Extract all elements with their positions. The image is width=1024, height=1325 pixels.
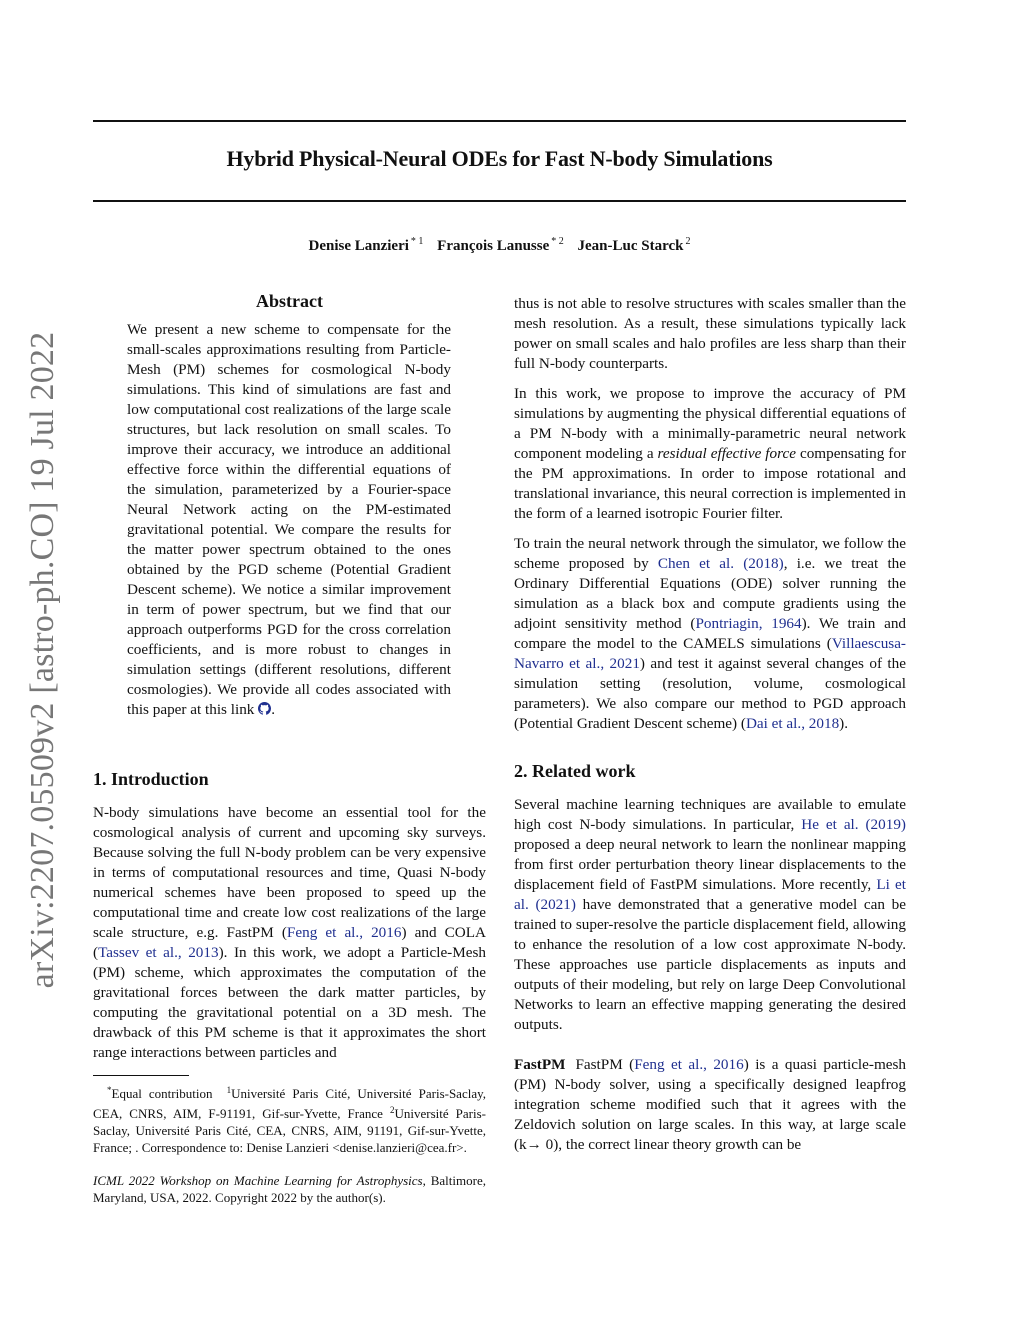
- citation-link[interactable]: Pontriagin, 1964: [695, 615, 802, 632]
- body-text: compensating for the PM approximations. In order to impose rotational and translational invariance, this neural correction is implemented in the form of a learned isotropic Fourier filter.: [514, 445, 906, 522]
- author-name: Jean-Luc Starck: [577, 238, 684, 254]
- section-heading-introduction: 1. Introduction: [93, 769, 209, 789]
- body-text: N-body simulations have become an essential tool for the cosmological analysis of current and upcoming sky surveys. Because solving the full N-body problem can be very expensive in terms of computational resources and time, Quasi N-body numerical schemes have been proposed to speed up the computational time and create low cost realizations of the large scale structure, e.g. FastPM (: [93, 804, 486, 941]
- citation-link[interactable]: Chen et al. (2018): [657, 555, 784, 572]
- body-text: ) and COLA (: [93, 924, 486, 961]
- abstract-text: We present a new scheme to compensate for the small-scales approximations resulting from Particle-Mesh (PM) schemes for cosmological N-body simulations. This kind of simulations are fast and low computational cost realizations of the large scale structures, but lack resolution on small scales. To improve their accuracy, we introduce an additional effective force within the differential equations of the simulation, parameterized by a Fourier-space Neural Network acting on the PM-estimated gravitational potential. We compare the results for the matter power spectrum obtained to the ones obtained by the PGD scheme (Potential Gradient Descent scheme). We notice a similar improvement in term of power spectrum, but we find that our approach outperforms PGD for the cross correlation coefficients, and is more robust to changes in simulation settings (different resolutions, different cosmologies). We provide all codes associated with this paper at this link: [127, 321, 451, 718]
- author-list: [93, 236, 906, 255]
- citation-link[interactable]: Tassev et al., 2013: [98, 944, 219, 961]
- citation-link[interactable]: Feng et al., 2016: [286, 924, 402, 941]
- footnote-mark: *: [107, 1085, 112, 1095]
- left-column: [93, 290, 486, 1206]
- title-rule-bottom: [93, 200, 906, 202]
- section-heading-related-work: 2. Related work: [514, 761, 636, 781]
- emphasis-text: residual effective force: [657, 445, 796, 462]
- footnote-affiliation-1: Université Paris Cité, Université Paris-Saclay, CEA, CNRS, AIM, F-91191, Gif-sur-Yvette, France: [93, 1086, 487, 1121]
- body-text: , i.e. we treat the Ordinary Differential Equations (ODE) solver running the simulation as a black box and compute gradients using the adjoint sensitivity method (: [514, 555, 906, 632]
- body-text: ) is a quasi particle-mesh (PM) N-body solver, using a specifically designed leapfrog integration scheme modified such that it agrees with the Zeldovich solution on large scales. In this way, at large scale (k→ 0), the correct linear theory growth can be: [514, 1056, 907, 1153]
- abstract-end-punctuation: .: [271, 701, 275, 718]
- body-text: To train the neural network through the simulator, we follow the scheme proposed by: [514, 535, 906, 572]
- author-affiliation-marks: * 1: [410, 236, 424, 247]
- introduction-paragraph: [93, 803, 486, 1063]
- venue-copyright: , Baltimore, Maryland, USA, 2022. Copyright 2022 by the author(s).: [93, 1173, 486, 1205]
- author: [437, 238, 564, 254]
- citation-link[interactable]: Dai et al., 2018: [745, 715, 840, 732]
- body-text: proposed a deep neural network to learn the nonlinear mapping from first order perturbation theory linear displacements to the displacement field of FastPM simulations. More recently,: [514, 836, 906, 893]
- body-text: ). In this work, we adopt a Particle-Mesh (PM) scheme, which approximates the computation of the gravitational forces between the dark matter particles, by computing the gravitational potential on a 3D mesh. The drawback of this PM scheme is that it approximates the short range interactions between particles and: [93, 944, 486, 1061]
- venue-name: ICML 2022 Workshop on Machine Learning for Astrophysics: [93, 1173, 423, 1188]
- citation-link[interactable]: He et al. (2019): [801, 816, 906, 833]
- author: [578, 238, 691, 254]
- paper-title: Hybrid Physical-Neural ODEs for Fast N-body Simulations: [226, 146, 773, 171]
- venue-note: [93, 1172, 486, 1206]
- body-text: Several machine learning techniques are available to emulate high cost N-body simulations. In particular,: [514, 796, 906, 833]
- github-icon[interactable]: [258, 702, 271, 715]
- abstract-body: [127, 320, 451, 720]
- footnote-mark: 2: [389, 1105, 395, 1115]
- arxiv-identifier-stamp: arXiv:2207.05509v2 [astro-ph.CO] 19 Jul 2022: [24, 331, 61, 989]
- title-rule-top: [93, 120, 906, 122]
- citation-link[interactable]: Feng et al., 2016: [634, 1056, 744, 1073]
- body-text: ) and test it against several changes of the simulation setting (resolution, volume, cosmological parameters). We also compare our method to PGD approach (Potential Gradient Descent scheme) (: [514, 655, 906, 732]
- citation-link[interactable]: Li et al. (2021): [514, 876, 906, 913]
- footnote-mark: 1: [226, 1085, 232, 1095]
- right-column: [514, 294, 906, 1155]
- author-affiliation-marks: * 2: [551, 236, 564, 247]
- body-text: In this work, we propose to improve the accuracy of PM simulations by augmenting the physical differential equations of a PM N-body with a minimally-parametric neural network component modeling a: [514, 385, 906, 462]
- body-text: FastPM (: [575, 1056, 635, 1073]
- fastpm-paragraph: [514, 1055, 906, 1155]
- body-text: ). We train and compare the model to the CAMELS simulations (: [514, 615, 907, 652]
- related-work-paragraph: [514, 795, 906, 1035]
- body-text: have demonstrated that a generative model can be trained to super-resolve the particle displacement field, allowing to enhance the resolution of a low cost approximate N-body. These approaches use particle displacements as inputs and outputs of their modeling, but rely on large Deep Convolutional Networks to learn an effective mapping generating the desired outputs.: [514, 896, 906, 1033]
- author-name: Denise Lanzieri: [308, 238, 409, 254]
- footnote-affiliation-2: Université Paris-Saclay, Université Paris Cité, CEA, CNRS, AIM, 91191, Gif-sur-Yvette, France; . Correspondence to: Denise Lanzieri <denise.lanzieri@cea.fr>.: [93, 1106, 486, 1155]
- paragraph-label: FastPM: [514, 1056, 566, 1073]
- author: [309, 238, 424, 254]
- footnote-equal-contribution: Equal contribution: [111, 1086, 213, 1101]
- author-name: François Lanusse: [437, 238, 550, 254]
- author-affiliation-marks: 2: [685, 236, 691, 247]
- body-paragraph: thus is not able to resolve structures with scales smaller than the mesh resolution. As a result, these simulations typically lack power on small scales and halo profiles are less sharp than their full N-body counterparts.: [514, 295, 906, 372]
- body-paragraph: [514, 534, 906, 734]
- body-text: ).: [839, 715, 849, 732]
- citation-link[interactable]: Villaescusa-Navarro et al., 2021: [514, 635, 906, 672]
- footnote-divider: [93, 1075, 189, 1076]
- footnotes: [93, 1082, 486, 1156]
- abstract-heading: Abstract: [256, 291, 323, 311]
- body-paragraph: [514, 384, 906, 524]
